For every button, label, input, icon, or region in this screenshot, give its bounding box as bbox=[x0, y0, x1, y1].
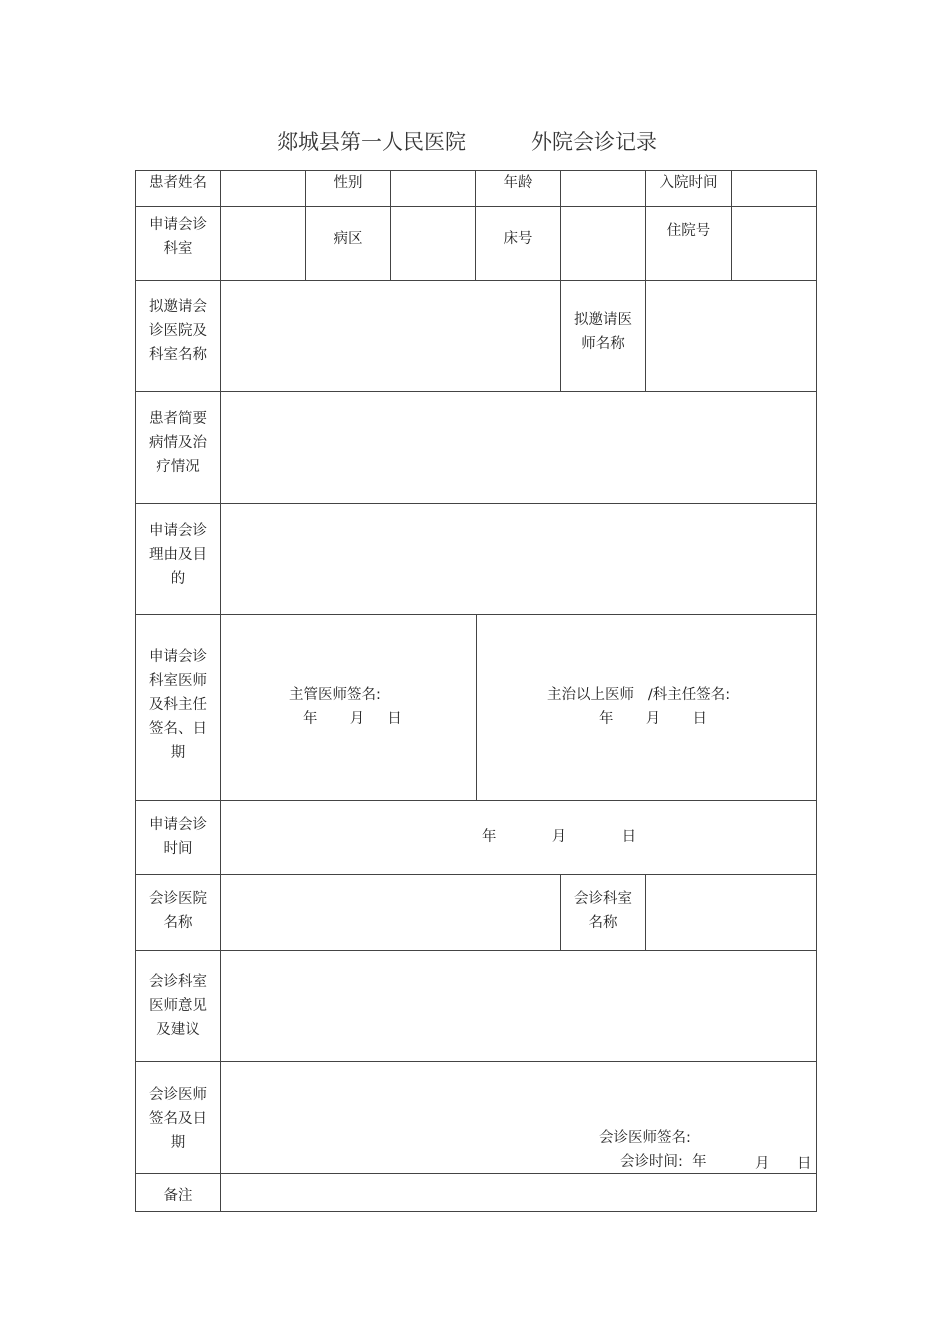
table-border-bottom bbox=[135, 1211, 817, 1212]
consult-month-text: 月 bbox=[755, 1156, 770, 1172]
request-reason-label: 申请会诊 理由及目 的 bbox=[149, 523, 207, 587]
invite-doctor-field[interactable] bbox=[646, 281, 816, 391]
gender-label: 性别 bbox=[333, 175, 363, 191]
gender-field[interactable] bbox=[391, 171, 475, 206]
remarks-field[interactable] bbox=[221, 1174, 816, 1211]
inpatient-no-label: 住院号 bbox=[666, 223, 711, 239]
request-time-label: 申请会诊 时间 bbox=[149, 817, 207, 857]
request-date-text: 年 月 日 bbox=[482, 829, 637, 845]
consult-opinion-field[interactable] bbox=[221, 951, 816, 1061]
patient-name-label: 患者姓名 bbox=[149, 175, 207, 191]
page-title bbox=[0, 122, 950, 156]
patient-summary-label: 患者简要 病情及治 疗情况 bbox=[149, 411, 207, 475]
consult-dept-label: 会诊科室 名称 bbox=[574, 891, 632, 931]
consult-dept-field[interactable] bbox=[646, 875, 816, 950]
invite-doctor-label: 拟邀请医 师名称 bbox=[574, 312, 632, 352]
attending-date-text: 年 月 日 bbox=[303, 711, 402, 727]
age-field[interactable] bbox=[561, 171, 645, 206]
ward-label: 病区 bbox=[333, 231, 363, 247]
request-dept-label: 申请会诊 科室 bbox=[149, 217, 207, 257]
age-label: 年龄 bbox=[503, 175, 533, 191]
request-reason-field[interactable] bbox=[221, 504, 816, 614]
patient-name-field[interactable] bbox=[221, 171, 305, 206]
request-dept-field[interactable] bbox=[221, 207, 305, 280]
senior-date-text: 年 月 日 bbox=[599, 711, 708, 727]
attending-signature-text: 主管医师签名: bbox=[289, 687, 381, 703]
consult-doctor-signature-text: 会诊医师签名: bbox=[599, 1130, 691, 1146]
consult-doctor-signature-label: 会诊医师 签名及日 期 bbox=[149, 1087, 207, 1151]
bed-no-label: 床号 bbox=[503, 231, 533, 247]
inpatient-no-field[interactable] bbox=[732, 207, 816, 280]
consult-doctor-signature-field[interactable] bbox=[221, 1062, 816, 1173]
table-border-right bbox=[816, 170, 817, 1212]
patient-summary-field[interactable] bbox=[221, 392, 816, 503]
ward-field[interactable] bbox=[391, 207, 475, 280]
senior-signature-text: 主治以上医师 /科主任签名: bbox=[547, 687, 731, 703]
consult-hospital-label: 会诊医院 名称 bbox=[149, 891, 207, 931]
remarks-label: 备注 bbox=[163, 1188, 193, 1204]
dept-signature-label: 申请会诊 科室医师 及科主任 签名、日 期 bbox=[149, 649, 207, 761]
admission-time-field[interactable] bbox=[732, 171, 816, 206]
invite-hospital-label: 拟邀请会 诊医院及 科室名称 bbox=[149, 299, 207, 363]
consult-opinion-label: 会诊科室 医师意见 及建议 bbox=[149, 974, 207, 1038]
admission-time-label: 入院时间 bbox=[659, 175, 718, 191]
hospital-name: 郯城县第一人民医院 bbox=[277, 130, 466, 154]
consult-day-text: 日 bbox=[797, 1156, 812, 1172]
invite-hospital-field[interactable] bbox=[221, 281, 560, 391]
consult-time-text: 会诊时间: 年 bbox=[620, 1154, 707, 1170]
consult-hospital-field[interactable] bbox=[221, 875, 560, 950]
form-title: 外院会诊记录 bbox=[531, 130, 657, 154]
bed-no-field[interactable] bbox=[561, 207, 645, 280]
